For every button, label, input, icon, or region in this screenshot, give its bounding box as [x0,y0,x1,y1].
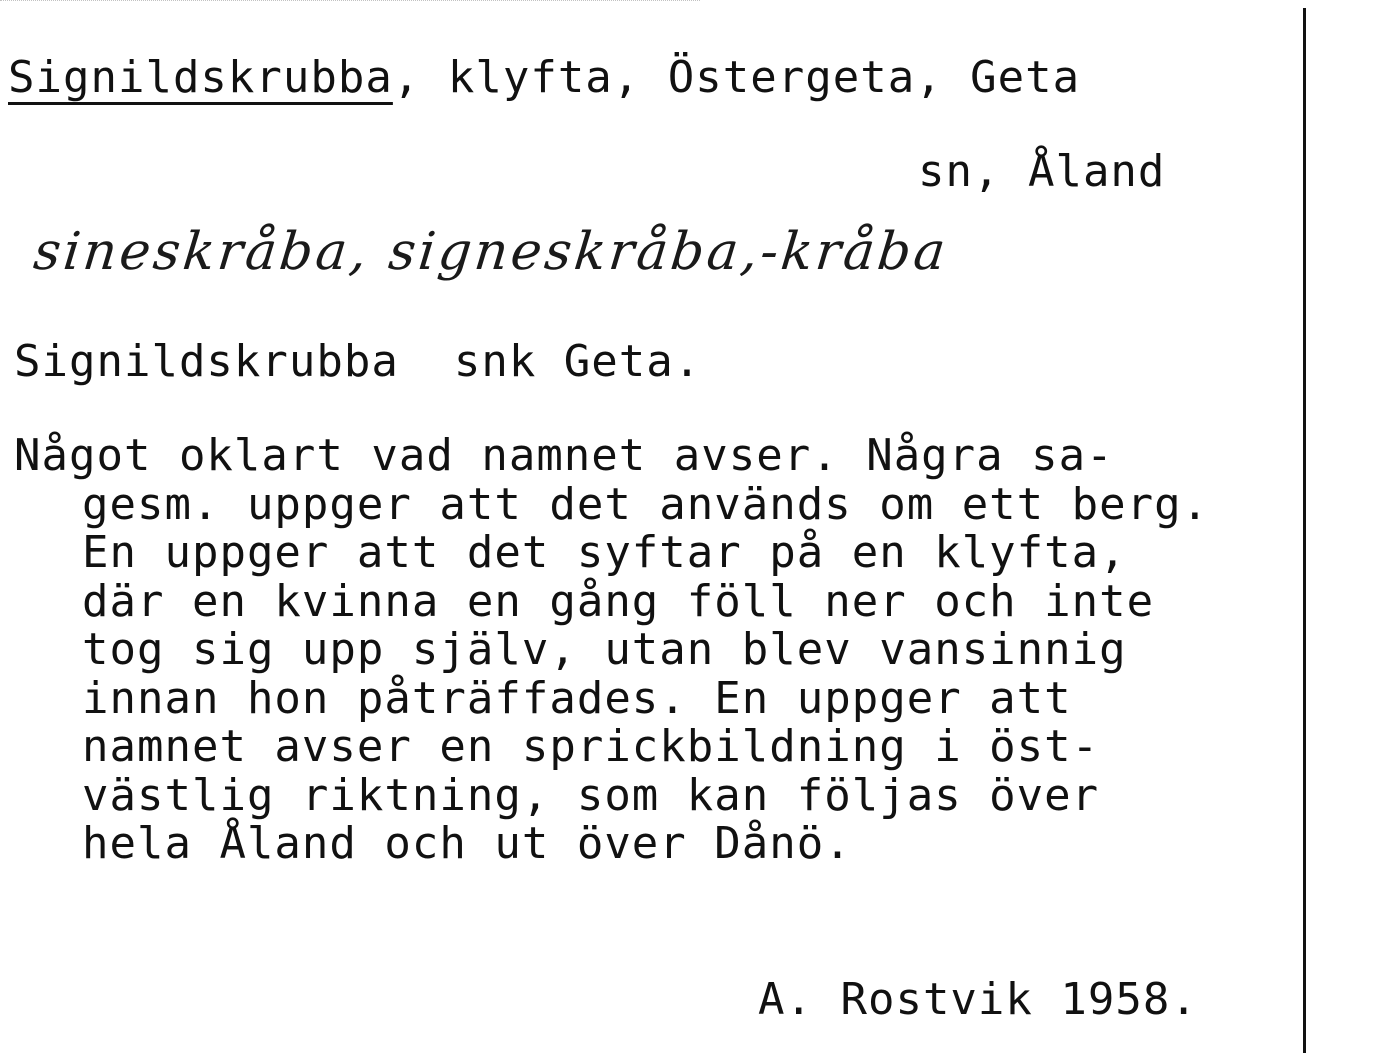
handwritten-pronunciation: sineskråba, signeskråba,-kråba [30,222,952,282]
location-continuation: sn, Åland [918,146,1166,197]
comment-line: Något oklart vad namnet avser. Några sa- [14,430,1114,481]
headword-line [8,52,1080,103]
headword: Signildskrubba [8,52,393,103]
headword-description: , klyfta, Östergeta, Geta [392,52,1081,103]
card-right-edge-line [1303,8,1306,1053]
comment-line: tog sig upp själv, utan blev vansinnig [82,624,1127,675]
comment-line: gesm. uppger att det används om ett berg. [82,478,1210,530]
comment-block [14,432,1209,869]
comment-line: innan hon påträffades. En uppger att [82,672,1072,724]
scan-artifact [0,0,700,13]
comment-line: En uppger att det syftar på en klyfta, [82,527,1127,578]
comment-line: hela Åland och ut över Dånö. [82,818,852,869]
signature-line: A. Rostvik 1958. [758,974,1198,1025]
comment-line: västlig riktning, som kan följas över [82,769,1100,821]
comment-line: namnet avser en sprickbildning i öst- [82,721,1100,772]
name-form-line: Signildskrubba snk Geta. [14,336,702,387]
comment-line: där en kvinna en gång föll ner och inte [82,575,1155,627]
